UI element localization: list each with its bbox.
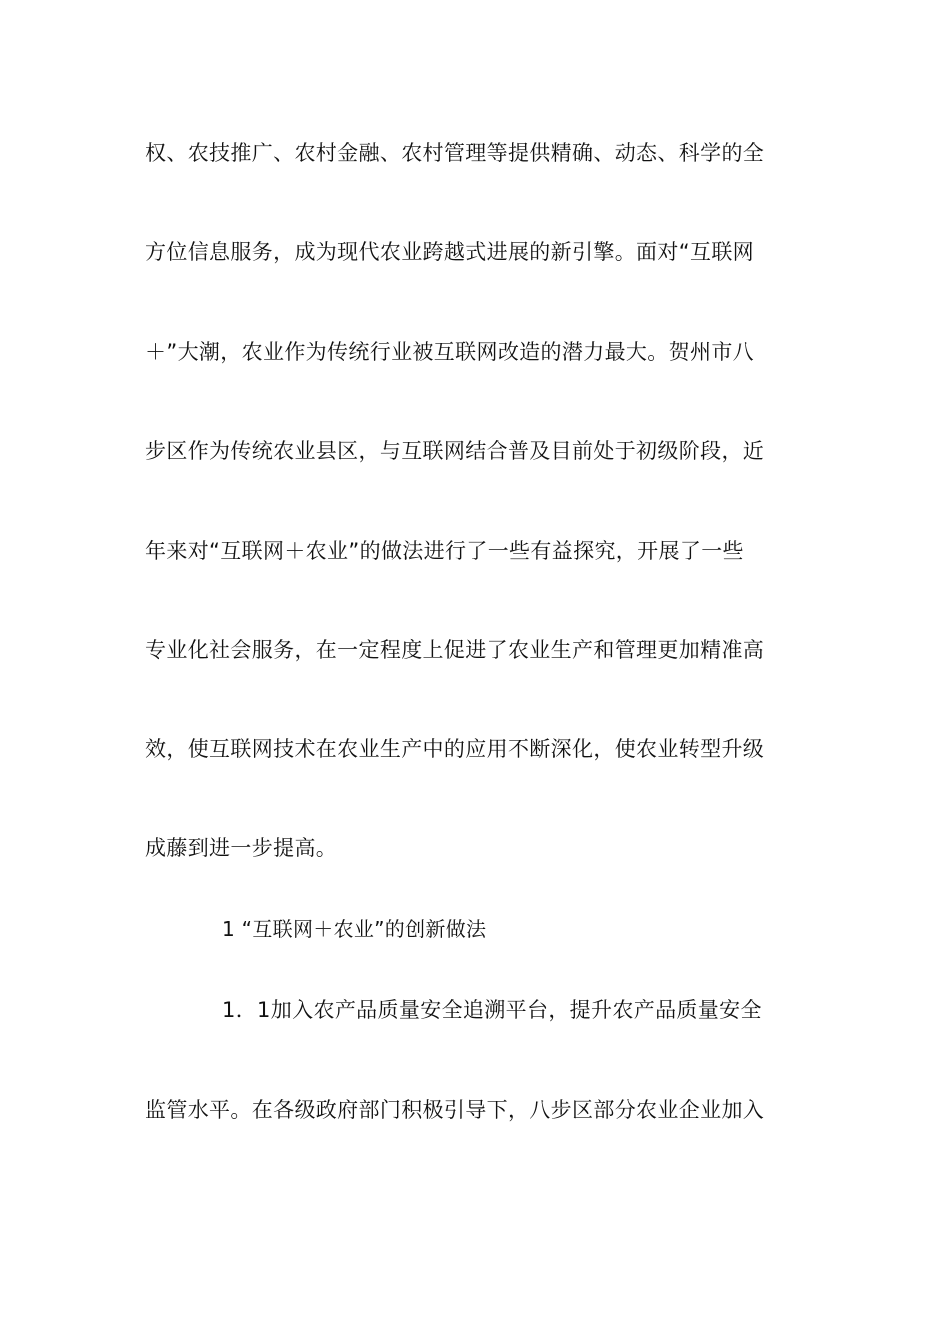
body-text-line: 效，使互联网技术在农业生产中的应用不断深化，使农业转型升级 (145, 737, 765, 761)
body-text-line: 成藤到进一步提高。 (145, 836, 338, 860)
body-text-line: 专业化社会服务，在一定程度上促进了农业生产和管理更加精准高 (145, 638, 765, 662)
body-text-line: 监管水平。在各级政府部门积极引导下，八步区部分农业企业加入 (145, 1098, 765, 1122)
body-text-line: 权、农技推广、农村金融、农村管理等提供精确、动态、科学的全 (145, 141, 765, 165)
section-heading: 1 “互联网＋农业”的创新做法 (222, 917, 487, 941)
body-text-line: 方位信息服务，成为现代农业跨越式进展的新引擎。面对“互联网 (145, 240, 755, 264)
body-text-line: 年来对“互联网＋农业”的做法进行了一些有益探究，开展了一些 (145, 539, 744, 563)
body-text-line: 步区作为传统农业县区，与互联网结合普及目前处于初级阶段，近 (145, 439, 765, 463)
subsection-title-line: 1．1加入农产品质量安全追溯平台，提升农产品质量安全 (222, 998, 762, 1022)
body-text-line: ＋”大潮，农业作为传统行业被互联网改造的潜力最大。贺州市八 (145, 340, 755, 364)
